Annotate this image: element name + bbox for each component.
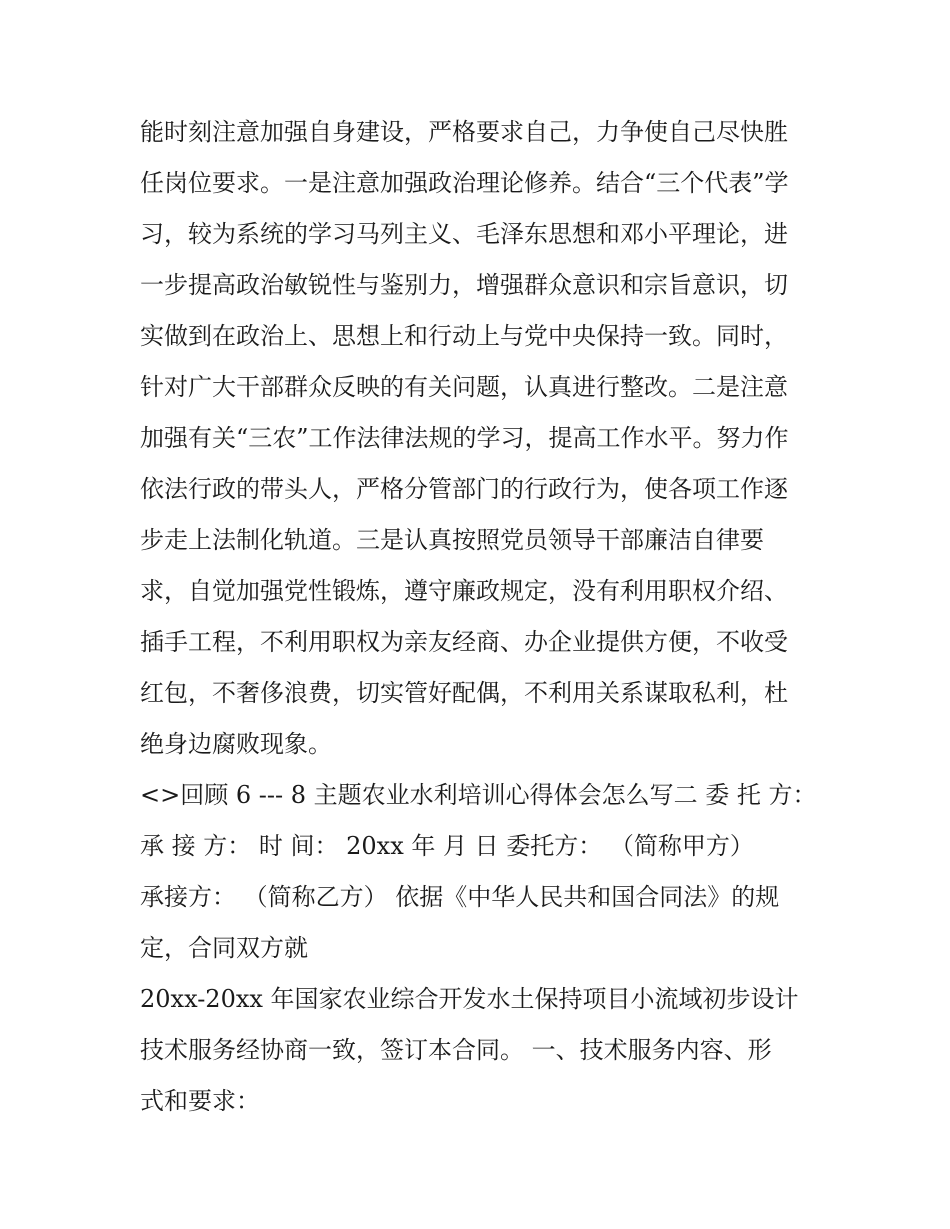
text-line: 技术服务经协商一致，签订本合同。 一、技术服务内容、形 bbox=[140, 1036, 772, 1064]
text-line: 20xx-20xx 年国家农业综合开发水土保持项目小流域初步设计 bbox=[140, 985, 799, 1013]
document-body bbox=[140, 107, 820, 1127]
text-line: 求，自觉加强党性锻炼，遵守廉政规定，没有利用职权介绍、 bbox=[140, 577, 788, 605]
text-line: 定，合同双方就 bbox=[140, 934, 308, 962]
text-line: 一步提高政治敏锐性与鉴别力，增强群众意识和宗旨意识，切 bbox=[140, 271, 788, 299]
text-line: <>回顾 6 --- 8 主题农业水利培训心得体会怎么写二 委 托 方： bbox=[140, 781, 817, 809]
text-line: 式和要求： bbox=[140, 1087, 260, 1115]
text-line: 能时刻注意加强自身建设，严格要求自己，力争使自己尽快胜 bbox=[140, 118, 788, 146]
text-line: 绝身边腐败现象。 bbox=[140, 730, 332, 758]
text-line: 依法行政的带头人，严格分管部门的行政行为，使各项工作逐 bbox=[140, 475, 788, 503]
text-line: 承接方： （简称乙方） 依据《中华人民共和国合同法》的规 bbox=[140, 883, 780, 911]
text-line: 习，较为系统的学习马列主义、毛泽东思想和邓小平理论，进 bbox=[140, 220, 788, 248]
text-line: 插手工程，不利用职权为亲友经商、办企业提供方便，不收受 bbox=[140, 628, 788, 656]
text-line: 红包，不奢侈浪费，切实管好配偶，不利用关系谋取私利，杜 bbox=[140, 679, 788, 707]
text-line: 实做到在政治上、思想上和行动上与党中央保持一致。同时， bbox=[140, 322, 788, 350]
text-line: 加强有关“三农”工作法律法规的学习，提高工作水平。努力作 bbox=[140, 424, 789, 452]
text-line: 承 接 方： 时 间： 20xx 年 月 日 委托方： （简称甲方） bbox=[140, 832, 754, 860]
text-line: 步走上法制化轨道。三是认真按照党员领导干部廉洁自律要 bbox=[140, 526, 764, 554]
text-line: 任岗位要求。一是注意加强政治理论修养。结合“三个代表”学 bbox=[140, 169, 789, 197]
text-line: 针对广大干部群众反映的有关问题，认真进行整改。二是注意 bbox=[140, 373, 788, 401]
